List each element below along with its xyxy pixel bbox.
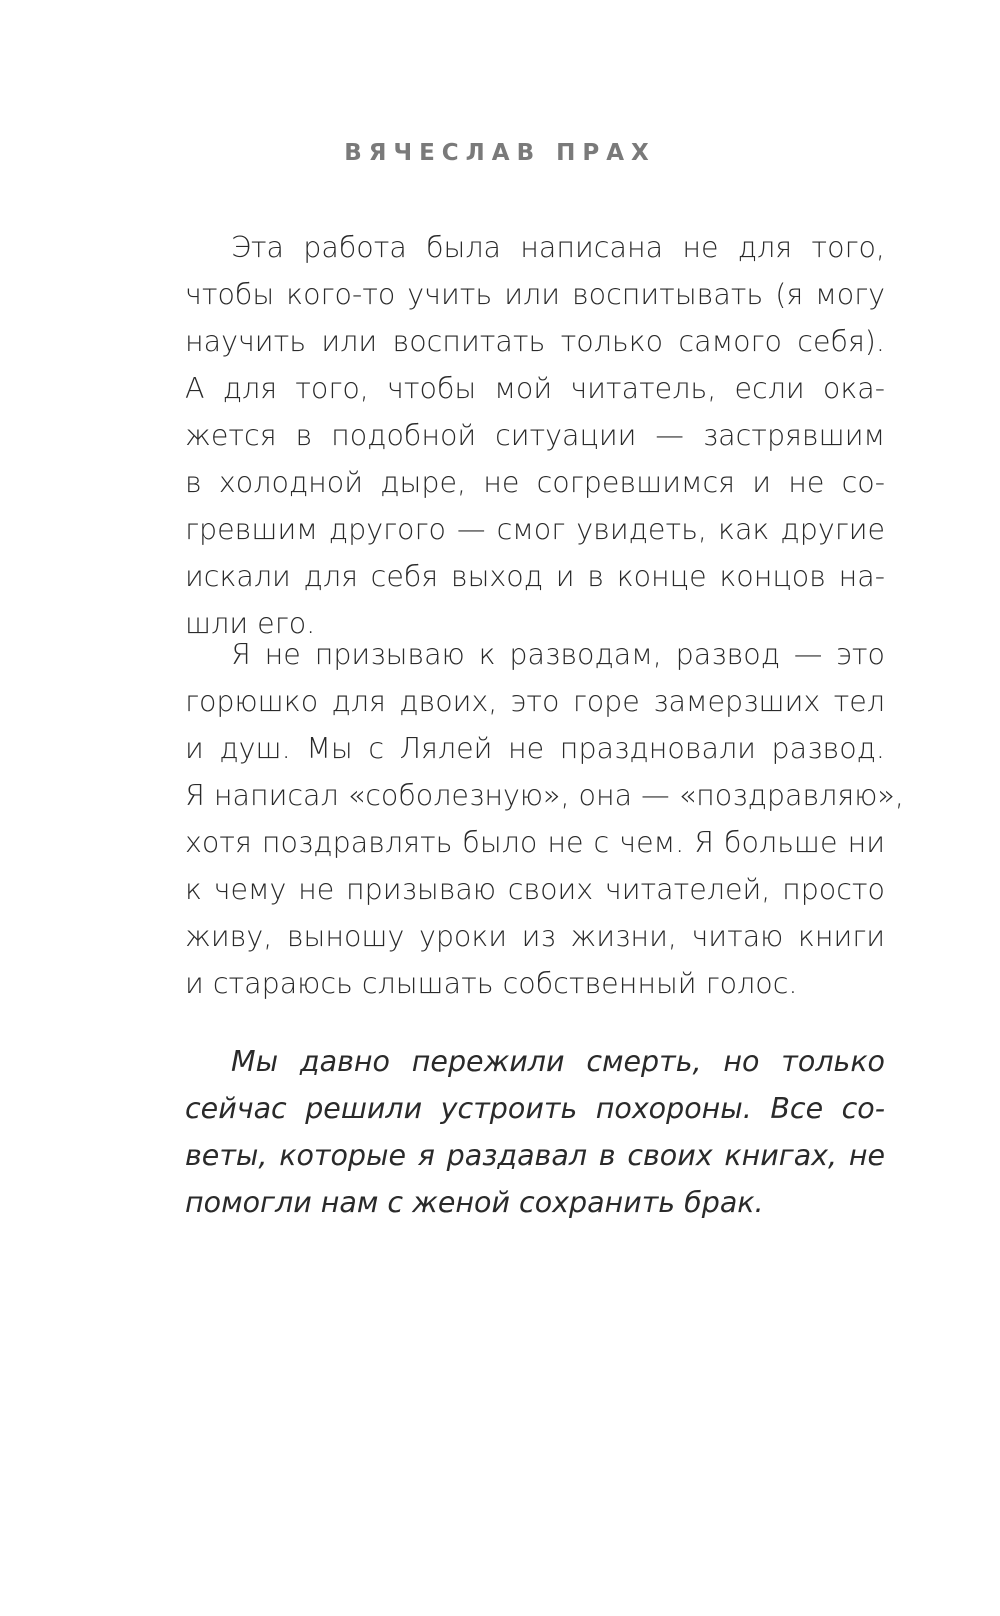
text-line: шли его.	[185, 607, 316, 640]
text-line: искали для себя выход и в конце концов на-	[185, 560, 885, 593]
text-line: А для того, чтобы мой читатель, если ока-	[185, 372, 885, 405]
text-line: научить или воспитать только самого себя).	[185, 325, 885, 358]
paragraph-1	[185, 224, 885, 647]
paragraph-2	[185, 631, 904, 1007]
text-line: живу, выношу уроки из жизни, читаю книги	[185, 920, 885, 953]
text-line: сейчас решили устроить похороны. Все со-	[185, 1092, 885, 1125]
text-line: Мы давно пережили смерть, но только	[231, 1045, 885, 1078]
text-line: гревшим другого — смог увидеть, как другие	[185, 513, 885, 546]
text-line: Эта работа была написана не для того,	[231, 231, 885, 264]
paragraph-3-italic	[185, 1038, 885, 1226]
text-line: Я не призываю к разводам, развод — это	[231, 638, 885, 671]
text-line: и душ. Мы с Лялей не праздновали развод.	[185, 732, 885, 765]
text-line: чтобы кого-то учить или воспитывать (я могу	[185, 278, 885, 311]
running-head-author: ВЯЧЕСЛАВ ПРАХ	[344, 140, 656, 166]
text-line: жется в подобной ситуации — застрявшим	[185, 419, 885, 452]
text-line: горюшко для двоих, это горе замерзших тел	[185, 685, 885, 718]
text-line: помогли нам с женой сохранить брак.	[185, 1186, 764, 1219]
text-line: веты, которые я раздавал в своих книгах, не	[185, 1139, 885, 1172]
text-line: и стараюсь слышать собственный голос.	[185, 967, 798, 1000]
text-line: хотя поздравлять было не с чем. Я больше ни	[185, 826, 885, 859]
text-line: Я написал «соболезную», она — «поздравляю»,	[185, 779, 904, 812]
text-line: к чему не призываю своих читателей, просто	[185, 873, 885, 906]
text-line: в холодной дыре, не согревшимся и не со-	[185, 466, 885, 499]
